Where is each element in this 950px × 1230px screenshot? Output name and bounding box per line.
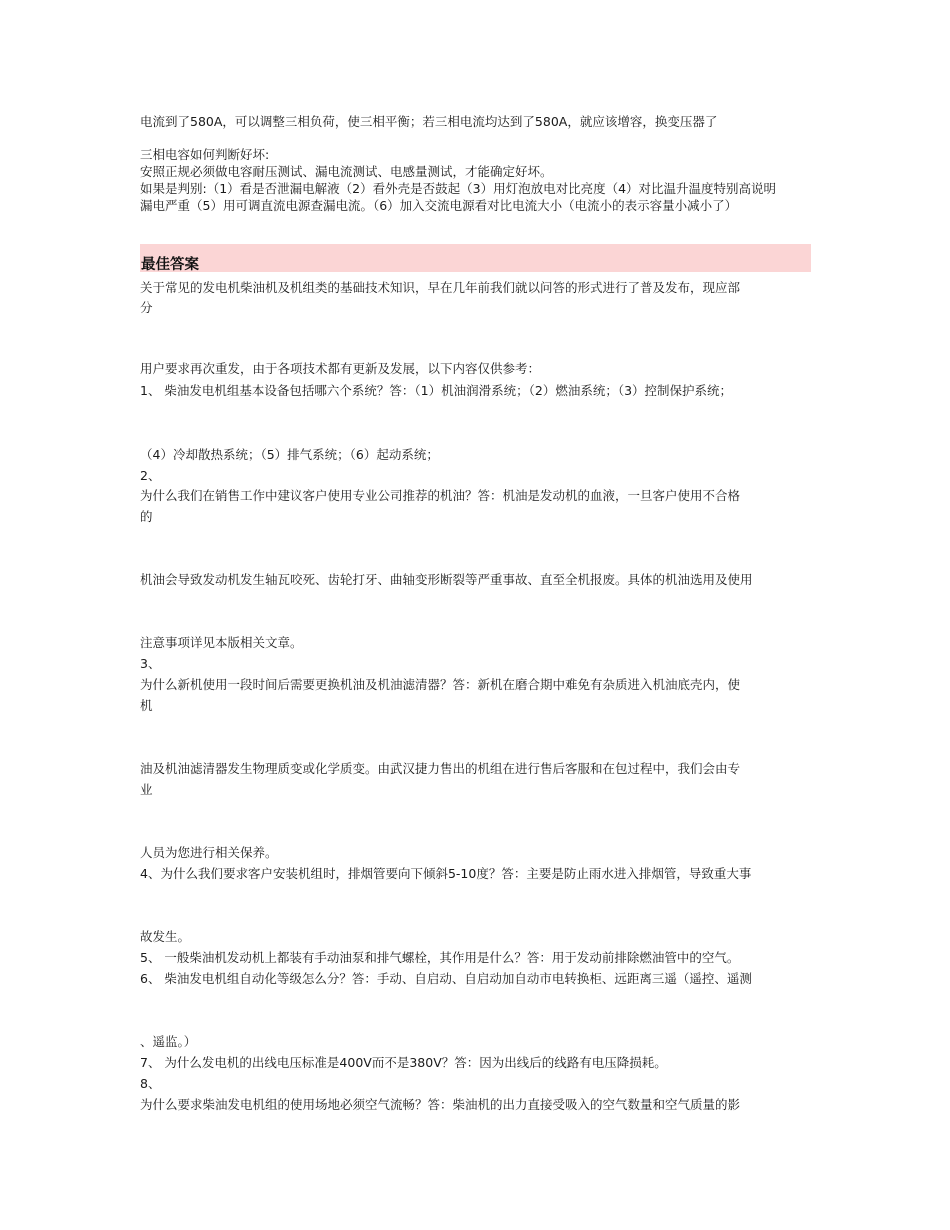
answer-line: 为什么新机使用一段时间后需要更换机油及机油滤清器？答：新机在磨合期中难免有杂质进入机油底壳内，使 — [140, 677, 741, 692]
answer-line: 3、 — [140, 656, 161, 671]
capacitor-text-line: 漏电严重（5）用可调直流电源查漏电流。（6）加入交流电源看对比电流大小（电流小的表示容量小减小了） — [140, 198, 738, 213]
capacitor-text-line: 如果是判别:（1）看是否泄漏电解液（2）看外壳是否鼓起（3）用灯泡放电对比亮度（4）对比温升温度特别高说明 — [140, 181, 777, 196]
answer-line: 分 — [140, 300, 153, 315]
answer-line: 为什么要求柴油发电机组的使用场地必须空气流畅？答：柴油机的出力直接受吸入的空气数量和空气质量的影 — [140, 1097, 741, 1112]
answer-line: 关于常见的发电机柴油机及机组类的基础技术知识，早在几年前我们就以问答的形式进行了普及发布，现应部 — [140, 280, 741, 295]
answer-line: 4、为什么我们要求客户安装机组时，排烟管要向下倾斜5-10度？答：主要是防止雨水进入排烟管，导致重大事 — [140, 866, 752, 881]
answer-line: 为什么我们在销售工作中建议客户使用专业公司推荐的机油？答：机油是发动机的血液，一旦客户使用不合格 — [140, 488, 741, 503]
capacitor-text-line: 安照正规必须做电容耐压测试、漏电流测试、电感量测试，才能确定好坏。 — [140, 164, 553, 179]
answer-line: （4）冷却散热系统；（5）排气系统；（6）起动系统； — [140, 447, 439, 462]
answer-line: 的 — [140, 509, 153, 524]
answer-line: 用户要求再次重发，由于各项技术都有更新及发展，以下内容仅供参考： — [140, 361, 541, 376]
answer-line: 油及机油滤清器发生物理质变或化学质变。由武汉捷力售出的机组在进行售后客服和在包过程中，我们会由专 — [140, 761, 741, 776]
best-answer-banner — [140, 244, 811, 272]
best-answer-title: 最佳答案 — [141, 257, 199, 273]
answer-line: 注意事项详见本版相关文章。 — [140, 635, 303, 650]
answer-line: 1、 柴油发电机组基本设备包括哪六个系统？答：（1）机油润滑系统；（2）燃油系统；（3）控制保护系统； — [140, 383, 733, 398]
answer-line: 业 — [140, 782, 153, 797]
answer-line: 、遥监。） — [140, 1034, 197, 1049]
answer-line: 人员为您进行相关保养。 — [140, 845, 278, 860]
answer-line: 8、 — [140, 1076, 161, 1091]
answer-line: 6、 柴油发电机组自动化等级怎么分？答：手动、自启动、自启动加自动市电转换柜、远距离三遥（遥控、遥测 — [140, 971, 752, 986]
intro-line: 电流到了580A，可以调整三相负荷，使三相平衡；若三相电流均达到了580A，就应该增容，换变压器了 — [140, 114, 718, 129]
answer-line: 2、 — [140, 468, 161, 483]
answer-line: 机 — [140, 698, 153, 713]
answer-line: 故发生。 — [140, 929, 191, 944]
answer-line: 机油会导致发动机发生轴瓦咬死、齿轮打牙、曲轴变形断裂等严重事故、直至全机报废。具体的机油选用及使用 — [140, 572, 753, 587]
answer-line: 5、 一般柴油机发动机上都装有手动油泵和排气螺栓，其作用是什么？答：用于发动前排除燃油管中的空气。 — [140, 950, 740, 965]
capacitor-section-title: 三相电容如何判断好坏: — [140, 147, 270, 162]
answer-line: 7、 为什么发电机的出线电压标准是400V而不是380V？答：因为出线后的线路有电压降损耗。 — [140, 1055, 667, 1070]
